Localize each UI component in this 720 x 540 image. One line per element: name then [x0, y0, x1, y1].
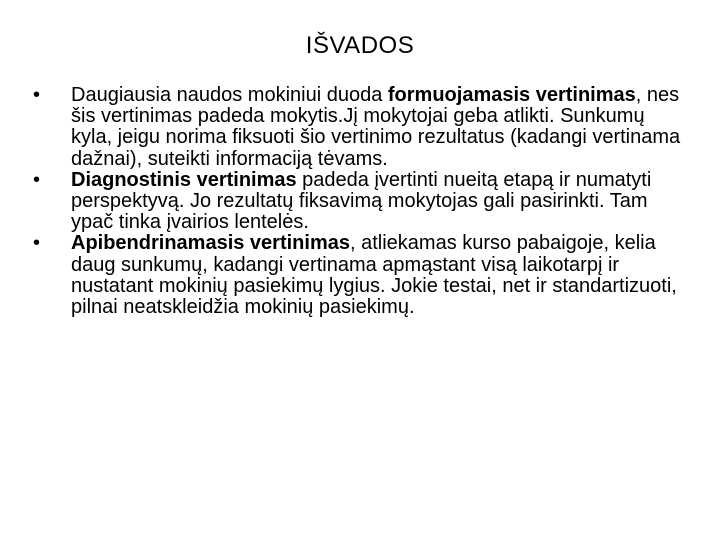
bullet-text-post: padeda įvertinti nueitą etapą ir numatyti perspektyvą. Jo rezultatų fiksavimą mokytojas gali pasirinkti. Tam ypač tinka įvairios lentelės. — [71, 168, 652, 234]
bullet-list — [30, 85, 690, 318]
bullet-term-diagnostic: Diagnostinis vertinimas — [71, 168, 297, 191]
bullet-item-summative — [30, 233, 690, 318]
slide-title: IŠVADOS — [305, 32, 415, 59]
bullet-dot-icon: • — [33, 84, 41, 106]
bullet-dot-icon: • — [33, 168, 41, 191]
bullet-item-formative — [30, 85, 690, 170]
bullet-item-diagnostic — [30, 170, 690, 234]
bullet-text-pre: Daugiausia naudos mokiniui duoda — [71, 84, 388, 106]
bullet-dot-icon: • — [33, 232, 41, 255]
bullet-term-summative: Apibendrinamasis vertinimas — [71, 232, 350, 255]
bullet-term-formative: formuojamasis vertinimas — [387, 84, 636, 106]
bullet-text-post: , atliekamas kurso pabaigoje, kelia daug sunkumų, kadangi vertinama apmąstant visą laikotarpį ir nustatant mokinių pasiekimų lygius. Jokie testai, net ir standartizuoti, pilnai neatskleidžia mokinių pasiekimų. — [71, 232, 677, 319]
bullet-text-post: , nes šis vertinimas padeda mokytis.Jį mokytojai geba atlikti. Sunkumų kyla, jeigu norima fiksuoti šio vertinimo rezultatus (kadangi vertinama dažnai), suteikti informaciją tėvams. — [71, 84, 681, 170]
